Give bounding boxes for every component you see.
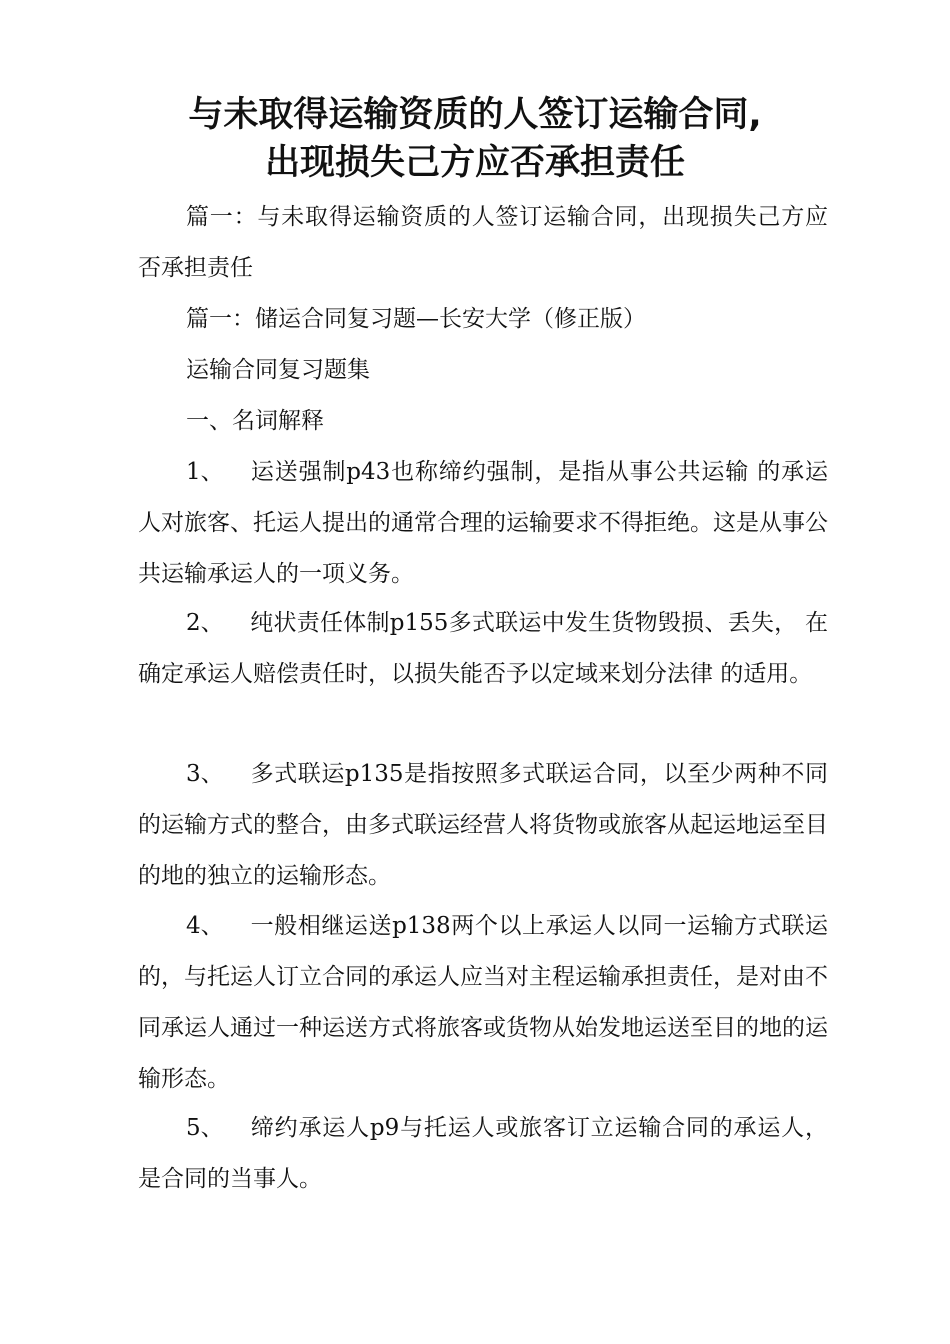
item-text: 多式联运p135是指按照多式联运合同，以至少两种不同的运输方式的整合，由多式联运经营人将货物或旅客从起运地运至目的地的独立的运输形态。 <box>138 761 828 889</box>
item-text: 纯状责任体制p155多式联运中发生货物毁损、丢失， 在确定承运人赔偿责任时，以损失能否予以定域来划分法律 的适用。 <box>138 610 828 687</box>
definition-item-5 <box>138 1103 828 1205</box>
item-number: 2、 <box>186 610 224 636</box>
definition-item-1 <box>138 447 828 600</box>
item-number: 5、 <box>186 1115 224 1141</box>
definition-item-4 <box>138 901 828 1105</box>
paragraph-section-heading <box>138 396 828 447</box>
item-number: 4、 <box>186 913 224 939</box>
item-text: 缔约承运人p9与托运人或旅客订立运输合同的承运人，是合同的当事人。 <box>138 1115 828 1192</box>
paragraph-text: 一、名词解释 <box>186 408 324 434</box>
item-text: 一般相继运送p138两个以上承运人以同一运输方式联运的，与托运人订立合同的承运人应当对主程运输承担责任，是对由不同承运人通过一种运送方式将旅客或货物从始发地运送至目的地的运输形态。 <box>138 913 828 1092</box>
paragraph-chapter-heading <box>138 192 828 294</box>
paragraph-text: 篇一：储运合同复习题—长安大学（修正版） <box>186 306 646 332</box>
paragraph-text: 运输合同复习题集 <box>186 357 370 383</box>
paragraph-text: 篇一：与未取得运输资质的人签订运输合同，出现损失己方应否承担责任 <box>138 204 828 281</box>
definition-item-2 <box>138 598 828 700</box>
item-number: 3、 <box>186 761 224 787</box>
paragraph-subheading <box>138 294 828 345</box>
definition-item-3 <box>138 749 828 902</box>
document-title-line-2: 出现损失己方应否承担责任 <box>264 143 685 183</box>
item-text: 运送强制p43也称缔约强制，是指从事公共运输 的承运人对旅客、托运人提出的通常合理的运输要求不得拒绝。这是从事公共运输承运人的一项义务。 <box>138 459 828 587</box>
document-title-line-1: 与未取得运输资质的人签订运输合同, <box>188 95 762 135</box>
paragraph-collection-title <box>138 345 828 396</box>
item-number: 1、 <box>186 459 224 485</box>
